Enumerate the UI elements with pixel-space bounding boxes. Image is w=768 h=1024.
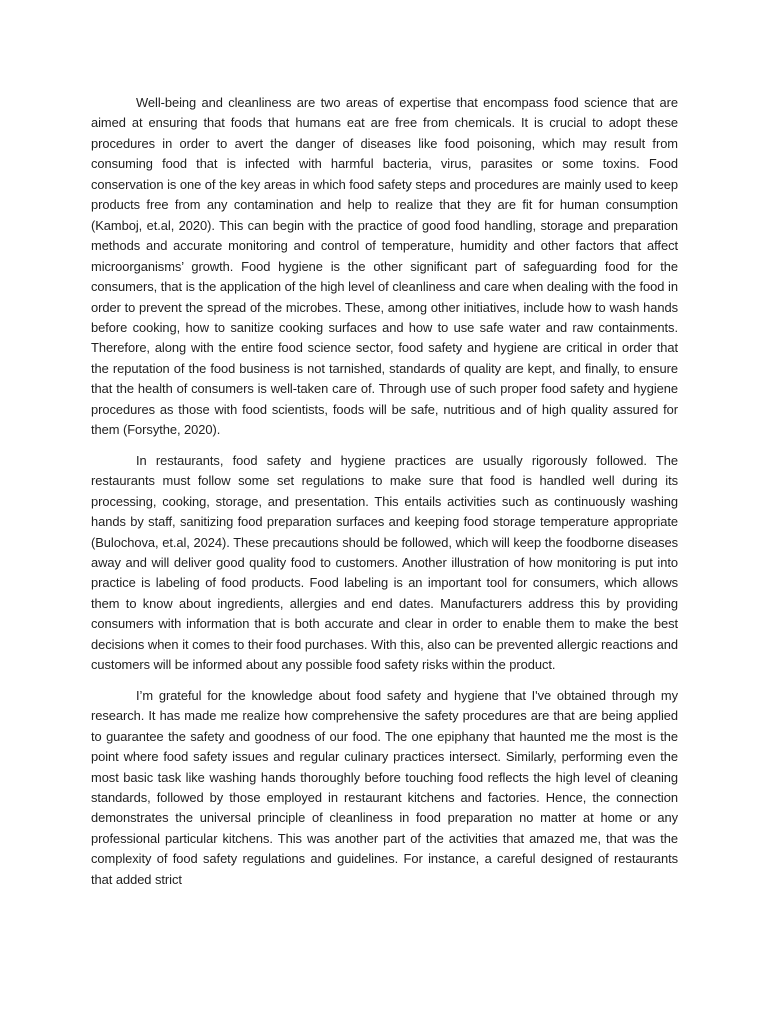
- paragraph-3: I’m grateful for the knowledge about food safety and hygiene that I've obtained through my research. It has made me realize how comprehensive the safety procedures are that are being applied to guarantee the safety and goodness of our food. The one epiphany that haunted me the most is the point where food safety issues and regular culinary practices intersect. Similarly, performing even the most basic task like washing hands thoroughly before touching food reflects the high level of cleaning standards, followed by those employed in restaurant kitchens and factories. Hence, the connection demonstrates the universal principle of cleanliness in food preparation no matter at home or any professional particular kitchens. This was another part of the activities that amazed me, that was the complexity of food safety regulations and guidelines. For instance, a careful designed of restaurants that added strict: [91, 687, 678, 887]
- paragraph-2: In restaurants, food safety and hygiene practices are usually rigorously followed. The restaurants must follow some set regulations to make sure that food is handled well during its processing, cooking, storage, and presentation. This entails activities such as continuously washing hands by staff, sanitizing food preparation surfaces and keeping food storage temperature appropriate (Bulochova, et.al, 2024). These precautions should be followed, which will keep the foodborne diseases away and will deliver good quality food to customers. Another illustration of how monitoring is put into practice is labeling of food products. Food labeling is an important tool for consumers, which allows them to know about ingredients, allergies and end dates. Manufacturers address this by providing consumers with information that is both accurate and clear in order to enable them to make the best decisions when it comes to their food purchases. With this, also can be prevented allergic reactions and customers will be informed about any possible food safety risks within the product.: [91, 452, 678, 673]
- document-body: [91, 93, 678, 890]
- paragraph-1: Well-being and cleanliness are two areas of expertise that encompass food science that are aimed at ensuring that foods that humans eat are free from chemicals. It is crucial to adopt these procedures in order to avert the danger of diseases like food poisoning, which may result from consuming food that is infected with harmful bacteria, virus, parasites or some toxins. Food conservation is one of the key areas in which food safety steps and procedures are mainly used to keep products free from any contamination and help to realize that they are fit for human consumption (Kamboj, et.al, 2020). This can begin with the practice of good food handling, storage and preparation methods and accurate monitoring and control of temperature, humidity and other factors that affect microorganisms’ growth. Food hygiene is the other significant part of safeguarding food for the consumers, that is the application of the high level of cleanliness and care when dealing with the food in order to prevent the spread of the microbes. These, among other initiatives, include how to wash hands before cooking, how to sanitize cooking surfaces and how to use safe water and raw containments. Therefore, along with the entire food science sector, food safety and hygiene are critical in order that the reputation of the food business is not tarnished, standards of quality are kept, and finally, to ensure that the health of consumers is well-taken care of. Through use of such proper food safety and hygiene procedures as those with food scientists, foods will be safe, nutritious and of high quality assured for them (Forsythe, 2020).: [91, 95, 678, 438]
